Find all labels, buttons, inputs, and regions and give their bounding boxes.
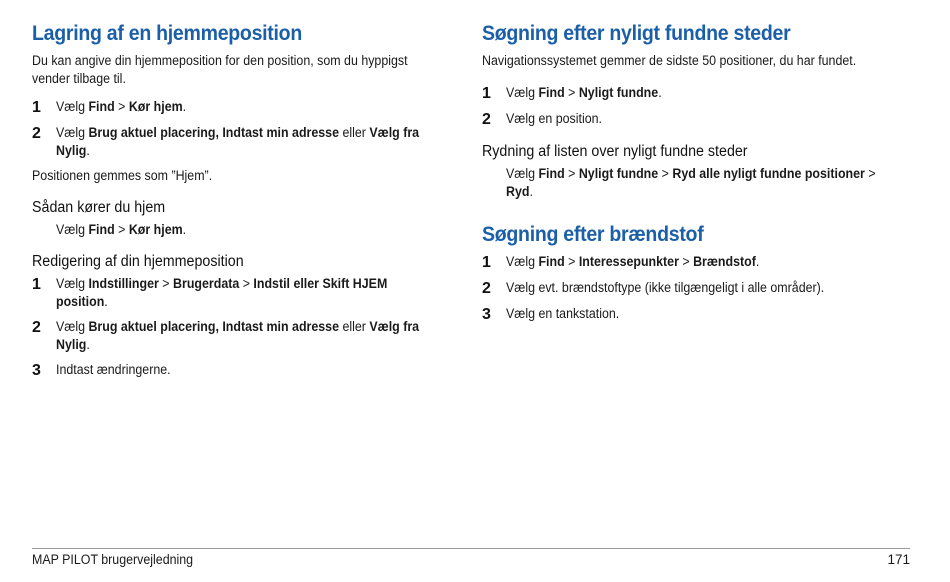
step-text: Vælg Find > Interessepunkter > Brændstof. <box>506 254 760 269</box>
step-item <box>32 98 452 117</box>
step-number: 1 <box>482 254 491 271</box>
step-text: Indtast ændringerne. <box>56 362 171 377</box>
step-number: 1 <box>32 99 41 116</box>
step-number: 1 <box>482 85 491 102</box>
clear-recent-instruction: Vælg Find > Nyligt fundne > Ryd alle nyligt fundne positioner > Ryd. <box>506 166 876 199</box>
step-item <box>482 279 902 298</box>
intro-home-position: Du kan angive din hjemmeposition for den position, som du hyppigst vender tilbage til. <box>32 53 408 86</box>
step-item <box>32 361 452 380</box>
footer-manual-title: MAP PILOT brugervejledning <box>32 552 194 567</box>
section-title-recent: Søgning efter nyligt fundne steder <box>482 22 791 45</box>
step-text: Vælg Indstillinger > Brugerdata > Indstil eller Skift HJEM position. <box>56 276 388 309</box>
step-item <box>482 84 902 103</box>
subheading-clear-recent: Rydning af listen over nyligt fundne steder <box>482 143 748 160</box>
step-number: 2 <box>482 280 491 297</box>
step-item <box>32 318 452 354</box>
step-number: 3 <box>482 306 491 323</box>
step-text: Vælg Find > Kør hjem. <box>56 99 187 114</box>
step-item <box>32 275 452 311</box>
step-item <box>482 305 902 324</box>
step-item <box>482 253 902 272</box>
step-text: Vælg Brug aktuel placering, Indtast min adresse eller Vælg fra Nylig. <box>56 319 420 352</box>
step-text: Vælg en position. <box>506 111 602 126</box>
step-number: 1 <box>32 276 41 293</box>
footer-page-number: 171 <box>887 552 910 567</box>
step-number: 2 <box>32 125 41 142</box>
left-column <box>32 22 452 387</box>
section-title-home-position: Lagring af en hjemmeposition <box>32 22 302 45</box>
section-title-fuel: Søgning efter brændstof <box>482 223 704 246</box>
drive-home-instruction: Vælg Find > Kør hjem. <box>56 222 187 237</box>
step-text: Vælg en tankstation. <box>506 306 620 321</box>
subheading-drive-home: Sådan kører du hjem <box>32 199 166 216</box>
step-text: Vælg evt. brændstoftype (ikke tilgængeligt i alle områder). <box>506 280 825 295</box>
step-item <box>32 124 452 160</box>
step-number: 2 <box>482 111 491 128</box>
footer-divider <box>32 548 910 549</box>
step-item <box>482 110 902 129</box>
step-text: Vælg Brug aktuel placering, Indtast min adresse eller Vælg fra Nylig. <box>56 125 420 158</box>
saved-note: Positionen gemmes som ”Hjem”. <box>32 168 213 183</box>
subheading-edit-home: Redigering af din hjemmeposition <box>32 253 244 270</box>
step-text: Vælg Find > Nyligt fundne. <box>506 85 662 100</box>
intro-recent: Navigationssystemet gemmer de sidste 50 positioner, du har fundet. <box>482 53 857 68</box>
step-number: 2 <box>32 319 41 336</box>
step-number: 3 <box>32 362 41 379</box>
right-column <box>482 22 902 331</box>
